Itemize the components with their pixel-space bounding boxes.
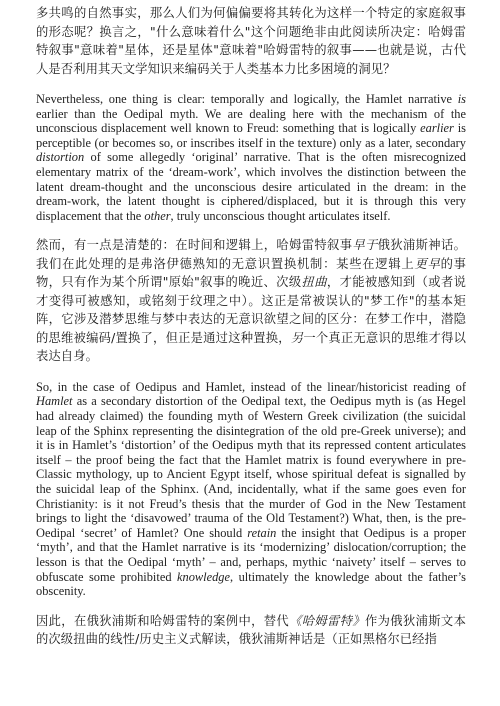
text-run: as a secondary distortion of the Oedipal text, the Oedipus myth is (as Hegel had already claimed) the founding myth of Western Greek civilization (the suicidal leap of the Sphinx representing the disintegration of the old pre-Greek universe); and it is in Hamlet’s ‘distortion’ of the Oedipus myth that its repressed content articulates itself – the proof being the fact that the Hamlet matrix is found everywhere in pre-Classic mythology, up to Ancient Egypt itself, whose spiritual defeat is signalled by the suicidal leap of the Sphinx. (And, incidentally, what if the same goes even for Christianity: is it not Freud’s thesis that the murder of God in the New Testament brings to light the ‘disavowed’ trauma of the Old Testament?) What, then, is the pre-Oedipal ‘secret’ of Hamlet? One should [36,394,466,540]
english-paragraph-2 [36,380,466,599]
italic-text-run: 另 [290,330,304,345]
italic-text-run: earlier [420,121,454,136]
italic-text-run: 扭曲 [301,275,327,290]
text-run: the insight that Oedipus is a proper ‘myth’, and that the Hamlet narrative is its ‘modernizing’ dislocation/corruption; the lesson is that the Oedipal ‘myth’ – and, perhaps, mythic ‘naivety’ itself – serves to obfuscate some prohibited [36,525,466,584]
text-run: 一个真正无意识的思维才得以表达自身。 [36,330,466,364]
text-run: 多共鸣的自然事实，那么人们为何偏偏要将其转化为这样一个特定的家庭叙事的形态呢？换言之，"什么意味着什么"这个问题绝非由此阅读所决定：哈姆雷特叙事"意味着"星体，还是星体"意味着"哈姆雷特的叙事——也就是说，古代人是否利用其天文学知识来编码关于人类基本力比多困境的洞见？ [36,6,466,76]
text-run: earlier than the Oedipal myth. We are dealing here with the mechanism of the unconscious displacement well known to Freud: something that is logically [36,106,466,136]
text-run: of some allegedly ‘original’ narrative. That is the often misrecognized elementary matrix of the ‘dream-work’, which involves the distinction between the latent dream-thought and the unconscious desire articulated in the dream: in the dream-work, the latent thought is ciphered/displaced, but it is through this very displacement that the [36,150,466,223]
text-run: Nevertheless, one thing is clear: temporally and logically, the Hamlet narrative [36,92,458,106]
text-run: 因此，在俄狄浦斯和哈姆雷特的案例中，替代 [36,613,290,628]
italic-text-run: retain [247,525,277,540]
text-run: So, in the case of Oedipus and Hamlet, instead of the linear/historicist reading of [36,379,466,394]
text-run: , truly unconscious thought articulates itself. [170,208,391,223]
text-run: is perceptible (or becomes so, or inscribes itself in the texture) only as a later, secondary [36,121,466,150]
italic-text-run: 更早 [414,256,441,271]
italic-text-run: knowledge [177,569,230,584]
text-run: 俄狄浦斯神话。我们在此处理的是弗洛伊德熟知的无意识置换机制：某些在逻辑上 [36,238,466,271]
text-run: 然而，有一点是清楚的：在时间和逻辑上，哈姆雷特叙事 [36,238,353,253]
text-run: ，才能被感知到（或者说才变得可被感知，或铭刻于纹理之中）。这正是常被误认的"梦工作"的基本矩阵，它涉及潜梦思维与梦中表达的无意识欲望之间的区分：在梦工作中，潜隐的思维被编码/置换了，但正是通过这种置换， [36,275,467,345]
italic-text-run: distortion [36,150,85,165]
text-run: 作为俄狄浦斯文本的次级扭曲的线性/历史主义式解读，俄狄浦斯神话是（正如黑格尔已经指 [36,613,466,647]
italic-text-run: 《哈姆雷特》 [289,613,365,628]
italic-text-run: other [144,208,171,223]
chinese-paragraph-1 [36,4,466,78]
italic-text-run: 早于 [352,238,378,253]
chinese-paragraph-2 [36,236,466,366]
document-page [36,0,466,649]
italic-text-run: is [457,92,466,106]
chinese-paragraph-3 [36,612,466,649]
english-paragraph-1 [36,92,466,223]
italic-text-run: Hamlet [36,394,73,409]
text-run: , ultimately the knowledge about the father’s obscenity. [36,569,466,599]
text-run: 的事物，只有作为某个所谓"原始"叙事的晚近、次级 [36,256,467,290]
